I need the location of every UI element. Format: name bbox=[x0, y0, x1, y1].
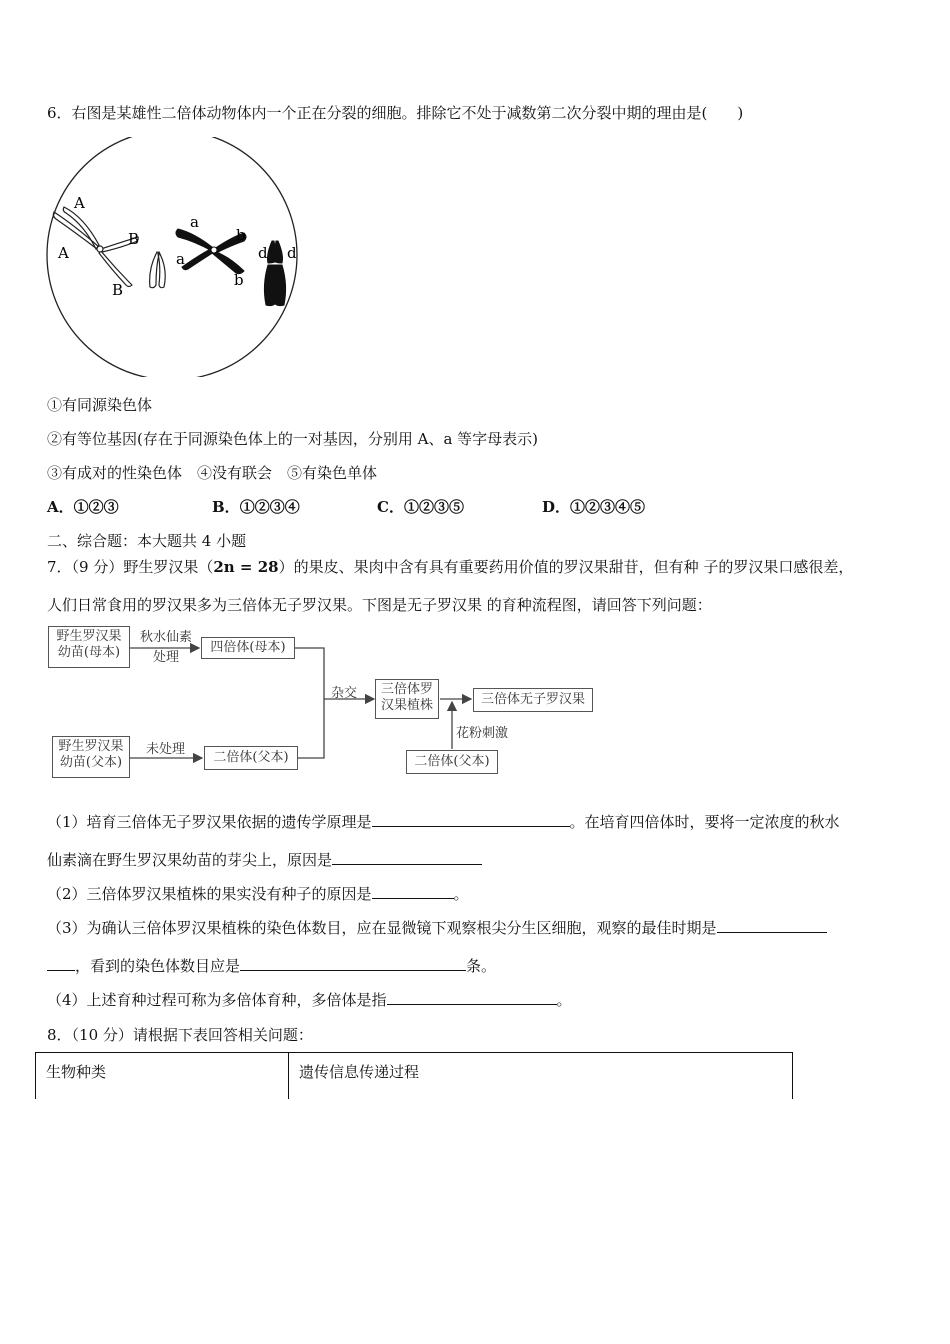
label-A1: A bbox=[74, 194, 85, 212]
q6-statement-3: ③有成对的性染色体 ④没有联会 ⑤有染色单体 bbox=[47, 464, 378, 482]
pollen-label: 花粉刺激 bbox=[456, 726, 509, 741]
label-a2: a bbox=[176, 250, 185, 268]
option-a[interactable]: A．①②③ bbox=[47, 498, 119, 516]
q7-sub3-blank2[interactable] bbox=[240, 956, 466, 971]
q7-sub1-line2: 仙素滴在野生罗汉果幼苗的芽尖上，原因是 bbox=[47, 850, 482, 870]
q6-stem: 6．右图是某雄性二倍体动物体内一个正在分裂的细胞。排除它不处于减数第二次分裂中期的理由是( ) bbox=[47, 104, 744, 122]
label-A2: A bbox=[58, 244, 69, 262]
option-c[interactable]: C．①②③⑤ bbox=[377, 498, 464, 516]
label-b1: b bbox=[236, 226, 246, 244]
q7-sub4: （4）上述育种过程可称为多倍体育种，多倍体是指 。 bbox=[47, 991, 572, 1009]
section-heading: 二、综合题：本大题共 4 小题 bbox=[47, 532, 247, 550]
table-header-row bbox=[36, 1053, 793, 1099]
q7-sub4-blank[interactable] bbox=[387, 990, 557, 1005]
q7-sub1-blank2[interactable] bbox=[332, 850, 482, 865]
q7-sub3-line2: ，看到的染色体数目应是 条。 bbox=[47, 956, 496, 976]
seedling-mother-box: 野生罗汉果幼苗(母本) bbox=[48, 626, 130, 668]
cross-label: 杂交 bbox=[331, 686, 358, 701]
q7-sub2: （2）三倍体罗汉果植株的果实没有种子的原因是 。 bbox=[47, 885, 469, 903]
q7-sub2-blank[interactable] bbox=[372, 884, 454, 899]
q7-sub1-blank1[interactable] bbox=[372, 812, 570, 827]
q8-stem: 8．（10 分）请根据下表回答相关问题： bbox=[47, 1026, 313, 1044]
label-B1: B bbox=[128, 230, 140, 248]
q7-sub1-line1: （1）培育三倍体无子罗汉果依据的遗传学原理是 。在培育四倍体时，要将一定浓度的秋水 bbox=[47, 813, 840, 831]
tetraploid-box: 四倍体(母本) bbox=[201, 637, 295, 659]
triploid-fruit-box: 三倍体无子罗汉果 bbox=[473, 688, 593, 712]
q6-statement-1: ①有同源染色体 bbox=[47, 396, 153, 414]
option-b[interactable]: B．①②③④ bbox=[212, 498, 300, 516]
q7-stem-line1: 7．（9 分）野生罗汉果（2n = 28）的果皮、果肉中含有具有重要药用价值的罗汉果甜苷，但有种 子的罗汉果口感很差， bbox=[47, 558, 854, 576]
header-species: 生物种类 bbox=[36, 1053, 289, 1099]
q7-sub3-line1: （3）为确认三倍体罗汉果植株的染色体数目，应在显微镜下观察根尖分生区细胞，观察的最佳时期是 bbox=[47, 918, 827, 938]
untreated-label: 未处理 bbox=[146, 742, 186, 757]
q8-table bbox=[35, 1052, 793, 1099]
seedling-father-box: 野生罗汉果幼苗(父本) bbox=[52, 736, 130, 778]
label-d1: d bbox=[258, 244, 268, 262]
label-B2: B bbox=[112, 281, 124, 299]
label-a1: a bbox=[190, 213, 199, 231]
q7-sub3-blank1b[interactable] bbox=[47, 956, 75, 971]
option-d[interactable]: D．①②③④⑤ bbox=[542, 498, 646, 516]
header-transfer: 遗传信息传递过程 bbox=[289, 1053, 793, 1099]
label-d2: d bbox=[287, 244, 297, 262]
q7-stem-line2: 人们日常食用的罗汉果多为三倍体无子罗汉果。下图是无子罗汉果 的育种流程图，请回答下列问题： bbox=[47, 596, 712, 614]
triploid-plant-box: 三倍体罗汉果植株 bbox=[375, 679, 439, 719]
q6-statement-2: ②有等位基因(存在于同源染色体上的一对基因，分别用 A、a 等字母表示) bbox=[47, 430, 539, 448]
label-b2: b bbox=[234, 271, 244, 289]
diploid-father-box: 二倍体(父本) bbox=[204, 746, 298, 770]
diploid-father2-box: 二倍体(父本) bbox=[406, 750, 498, 774]
q7-sub3-blank1a[interactable] bbox=[717, 918, 827, 933]
colchicine-label: 秋水仙素处理 bbox=[140, 630, 193, 665]
